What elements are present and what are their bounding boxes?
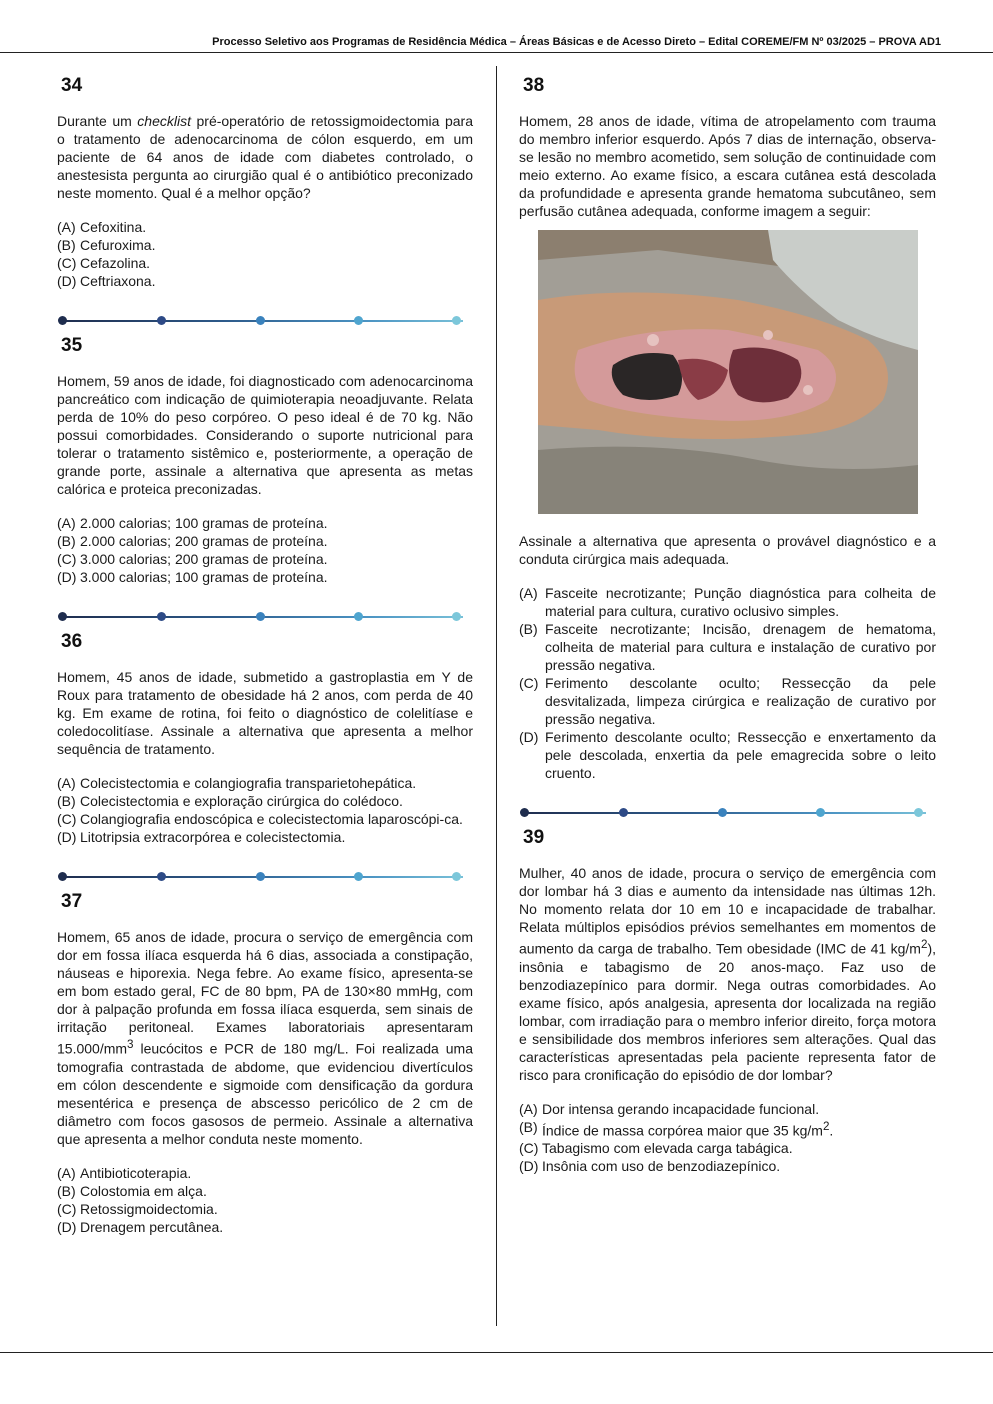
option-c[interactable] (57, 810, 473, 828)
separator-dot (256, 316, 265, 325)
question-number: 35 (61, 335, 83, 356)
option-b[interactable] (57, 1182, 473, 1200)
stem-text: ), insônia e tabagismo de 20 anos-maço. Faz uso de benzodiazepínico para dormir. Nega outras comorbidades. Ao exame físico, após analgesia, apresenta dor localizada na região lombar, com irradiação para o membro inferior direito, força motora e sensibilidade dos membros inferiores sem alterações. Qual das características apresentadas pela paciente representa fator de risco para cronificação do episódio de dor lombar? (519, 940, 936, 1083)
answer-options (57, 218, 473, 290)
column-divider (496, 66, 497, 1326)
option-d[interactable] (57, 568, 473, 586)
answer-options (57, 1164, 473, 1236)
option-a[interactable] (57, 1164, 473, 1182)
answer-options (519, 1100, 936, 1176)
option-text: Colecistectomia e exploração cirúrgica do colédoco. (80, 793, 403, 809)
option-text: 2.000 calorias; 100 gramas de proteína. (80, 515, 328, 531)
option-c[interactable] (57, 254, 473, 272)
option-text: Dor intensa gerando incapacidade funcional. (542, 1100, 820, 1117)
question-37 (57, 890, 473, 1236)
option-letter: (A) (57, 515, 76, 531)
separator-dot (157, 316, 166, 325)
question-number: 34 (61, 75, 83, 96)
question-number: 38 (523, 75, 545, 96)
option-d[interactable] (519, 728, 936, 782)
option-b[interactable] (519, 620, 936, 674)
separator-dot (354, 316, 363, 325)
question-39 (519, 826, 936, 1175)
right-column (519, 70, 936, 1175)
option-letter: (C) (57, 1200, 77, 1217)
option-letter: (A) (57, 775, 76, 791)
stem-text: pré-operatório de retossigmoidectomia para o tratamento de adenocarcinoma de cólon esquerdo, em um paciente de 64 anos de idade com diabetes controlado, o anestesista pergunta ao cirurgião qual é o antibiótico preconizado neste momento. Qual é a melhor opção? (57, 113, 473, 201)
option-letter: (C) (519, 1140, 539, 1157)
question-stem (57, 112, 473, 202)
option-letter: (C) (57, 551, 77, 567)
option-d[interactable] (57, 828, 473, 846)
option-text: Drenagem percutânea. (80, 1218, 224, 1235)
option-letter: (C) (57, 811, 77, 827)
option-letter: (B) (57, 237, 76, 253)
separator-dot (452, 612, 461, 621)
option-a[interactable] (57, 218, 473, 236)
option-text: Ceftriaxona. (80, 273, 156, 289)
clinical-photo-leg-wound (538, 230, 918, 514)
stem-text: Durante um (57, 113, 138, 129)
section-separator (57, 870, 473, 884)
separator-dot (718, 808, 727, 817)
option-text: Cefazolina. (80, 255, 151, 271)
question-stem: Homem, 28 anos de idade, vítima de atropelamento com trauma do membro inferior esquerdo. Após 7 dias de internação, observa-se lesão no membro acometido, sem solução de continuidade com meio externo. Ao exame físico, a escara cutânea está descolada da profundidade e apresenta grande hematoma subcutâneo, sem perfusão cutânea adequada, conforme imagem a seguir: (519, 113, 936, 219)
answer-options (57, 774, 473, 846)
option-a[interactable] (519, 1100, 936, 1118)
option-letter: (B) (519, 1118, 538, 1135)
option-letter: (D) (57, 1218, 77, 1235)
option-text: Ferimento descolante oculto; Ressecção da pele desvitalizada, limpeza cirúrgica e realização de curativo por pressão negativa. (545, 675, 936, 727)
question-36 (57, 630, 473, 846)
option-text-tail: . (829, 1122, 834, 1139)
question-number: 37 (61, 891, 83, 912)
question-number: 39 (523, 827, 545, 848)
option-c[interactable] (519, 1139, 936, 1157)
option-letter: (D) (519, 729, 539, 745)
question-stem: Homem, 45 anos de idade, submetido a gastroplastia em Y de Roux para tratamento de obesidade há 2 anos, com perda de 40 kg. Em exame de rotina, foi feito o diagnóstico de colelitíase e coledocolitíase. Assinale a alternativa que apresenta a melhor sequência de tratamento. (57, 669, 473, 757)
separator-dot (914, 808, 923, 817)
separator-dot (157, 872, 166, 881)
stem-text: Mulher, 40 anos de idade, procura o serviço de emergência com dor lombar há 3 dias e aumento da intensidade nas últimas 12h. No momento relata dor 10 em 10 e incapacidade de trabalhar. Relata múltiplos episódios prévios semelhantes em momentos de aumento da carga de trabalho. Tem obesidade (IMC de 41 kg/m (519, 865, 936, 957)
option-letter: (A) (519, 1100, 538, 1117)
option-c[interactable] (57, 550, 473, 568)
section-separator (57, 610, 473, 624)
option-letter: (A) (519, 585, 538, 601)
option-text: Colostomia em alça. (80, 1182, 207, 1199)
option-letter: (D) (57, 273, 77, 289)
section-separator (57, 314, 473, 328)
section-separator (519, 806, 936, 820)
option-text (542, 1118, 936, 1140)
separator-dot (157, 612, 166, 621)
separator-dot (58, 612, 67, 621)
option-letter: (B) (57, 533, 76, 549)
option-text: Litotripsia extracorpórea e colecistectomia. (80, 829, 346, 845)
separator-dot (256, 872, 265, 881)
option-text: Cefuroxima. (80, 237, 156, 253)
option-text: Insônia com uso de benzodiazepínico. (542, 1158, 781, 1175)
option-d[interactable] (57, 1218, 473, 1236)
option-letter: (D) (57, 569, 77, 585)
option-text: Fasceite necrotizante; Incisão, drenagem de hematoma, colheita de material para cultura e instalação de curativo por pressão negativa. (545, 621, 936, 673)
option-text: Colecistectomia e colangiografia transparietohepática. (80, 775, 417, 791)
option-letter: (D) (57, 829, 77, 845)
option-b[interactable] (57, 532, 473, 550)
question-number: 36 (61, 631, 83, 652)
option-a[interactable] (57, 514, 473, 532)
question-stem (519, 864, 936, 1084)
question-stem: Homem, 59 anos de idade, foi diagnosticado com adenocarcinoma pancreático com indicação de quimioterapia neoadjuvante. Relata perda de 10% do peso corpóreo. O peso ideal é de 70 kg. Não possui comorbidades. Considerando o suporte nutricional para tolerar o tratamento sistêmico e, posteriormente, a operação de grande porte, assinale a alternativa que apresenta as metas calórica e proteica preconizadas. (57, 373, 473, 497)
separator-dot (58, 872, 67, 881)
separator-dot (816, 808, 825, 817)
stem-text: leucócitos e PCR de 180 mg/L. Foi realizada uma tomografia contrastada de abdome, que evidenciou divertículos em cólon descendente e sigmoide com densificação da gordura mesentérica e presença de abscesso pericólico de 2 cm de diâmetro com focos gasosos de permeio. Assinale a alternativa que apresenta a melhor conduta neste momento. (57, 1040, 473, 1147)
option-text: 3.000 calorias; 100 gramas de proteína. (80, 569, 328, 585)
option-text: 3.000 calorias; 200 gramas de proteína. (80, 551, 328, 567)
option-text: Fasceite necrotizante; Punção diagnóstica para colheita de material para cultura, curativo oclusivo simples. (545, 585, 936, 619)
answer-options (519, 584, 936, 782)
option-text: Cefoxitina. (80, 219, 147, 235)
option-text: Colangiografia endoscópica e colecistectomia laparoscópi-ca. (80, 811, 463, 827)
left-column (57, 70, 473, 1236)
separator-dot (256, 612, 265, 621)
option-a[interactable] (57, 774, 473, 792)
option-text: Ferimento descolante oculto; Ressecção e enxertamento da pele descolada, enxertia da pele emagrecida sobre o leito cruento. (545, 729, 936, 781)
option-text: Antibioticoterapia. (80, 1164, 192, 1181)
page-header (0, 0, 993, 53)
option-text-main: Índice de massa corpórea maior que 35 kg/m (542, 1122, 823, 1139)
separator-dot (452, 872, 461, 881)
option-text: Tabagismo com elevada carga tabágica. (542, 1140, 793, 1157)
footer-rule (0, 1352, 993, 1353)
option-letter: (B) (519, 621, 538, 637)
option-text: 2.000 calorias; 200 gramas de proteína. (80, 533, 328, 549)
option-text: Retossigmoidectomia. (80, 1200, 218, 1217)
clinical-photo-drawing (538, 230, 918, 514)
option-letter: (C) (57, 255, 77, 271)
question-stem (57, 928, 473, 1148)
question-38 (519, 74, 936, 782)
separator-dot (520, 808, 529, 817)
superscript: 2 (920, 938, 928, 951)
superscript: 3 (127, 1038, 134, 1051)
option-letter: (B) (57, 1182, 76, 1199)
option-letter: (D) (519, 1158, 539, 1175)
stem-italic-term: checklist (137, 113, 191, 129)
option-letter: (B) (57, 793, 76, 809)
question-34 (57, 74, 473, 290)
option-a[interactable] (519, 584, 936, 620)
stem-text: Homem, 65 anos de idade, procura o serviço de emergência com dor em fossa ilíaca esquerda há 6 dias, associada a constipação, náuseas e hiporexia. Nega febre. Ao exame físico, apresenta-se em bom estado geral, FC de 80 bpm, PA de 130×80 mmHg, com dor à palpação profunda em fossa ilíaca esquerda, sem sinais de irritação peritoneal. Exames laboratoriais apresentaram 15.000/mm (57, 929, 473, 1057)
answer-options (57, 514, 473, 586)
separator-dot (354, 872, 363, 881)
option-b[interactable] (57, 236, 473, 254)
option-letter: (A) (57, 219, 76, 235)
separator-dot (619, 808, 628, 817)
option-letter: (A) (57, 1164, 76, 1181)
superscript: 2 (822, 1119, 830, 1133)
option-b[interactable] (519, 1118, 936, 1140)
separator-dot (58, 316, 67, 325)
separator-dot (452, 316, 461, 325)
option-d[interactable] (57, 272, 473, 290)
option-d[interactable] (519, 1157, 936, 1175)
option-c[interactable] (57, 1200, 473, 1218)
option-b[interactable] (57, 792, 473, 810)
question-35 (57, 334, 473, 586)
option-letter: (C) (519, 675, 539, 691)
header-title: Processo Seletivo aos Programas de Residência Médica – Áreas Básicas e de Acesso Direto – Edital COREME/FM Nº 03/2025 – PROVA AD1 (212, 36, 941, 48)
question-stem-followup: Assinale a alternativa que apresenta o provável diagnóstico e a conduta cirúrgica mais adequada. (519, 533, 936, 567)
option-c[interactable] (519, 674, 936, 728)
separator-dot (354, 612, 363, 621)
